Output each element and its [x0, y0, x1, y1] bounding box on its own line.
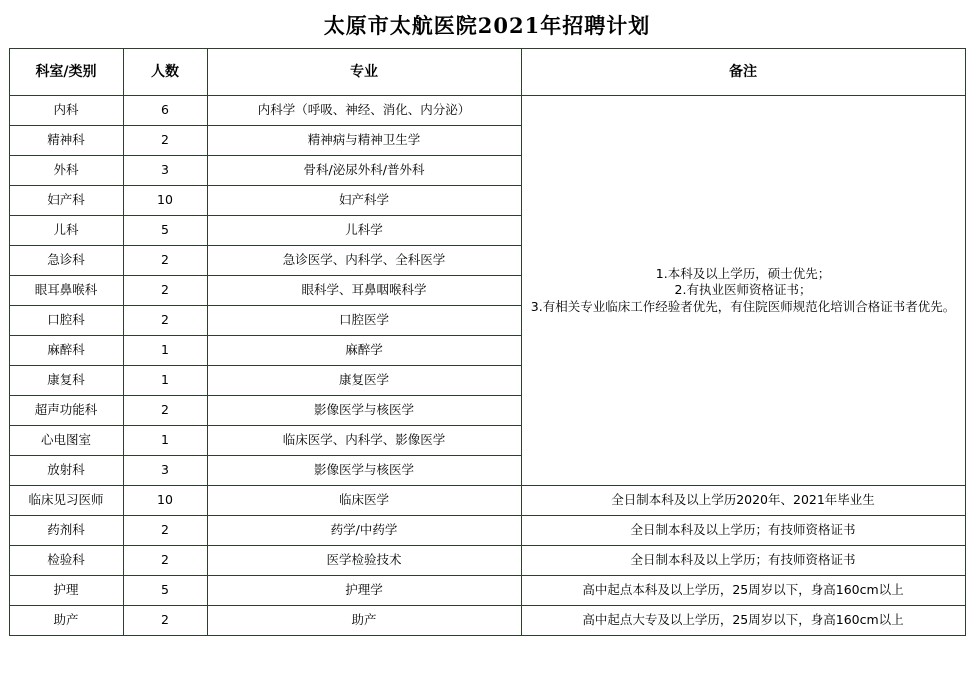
cell-major: 康复医学 — [207, 366, 521, 396]
cell-count: 2 — [123, 306, 207, 336]
cell-remark: 全日制本科及以上学历；有技师资格证书 — [521, 516, 965, 546]
cell-department: 心电图室 — [9, 426, 123, 456]
cell-department: 麻醉科 — [9, 336, 123, 366]
remark-line: 3.有相关专业临床工作经验者优先，有住院医师规范化培训合格证书者优先。 — [530, 298, 956, 314]
cell-count: 2 — [123, 246, 207, 276]
cell-major: 妇产科学 — [207, 186, 521, 216]
cell-major: 内科学（呼吸、神经、消化、内分泌） — [207, 96, 521, 126]
cell-major: 急诊医学、内科学、全科医学 — [207, 246, 521, 276]
table-row — [9, 606, 965, 636]
cell-major: 骨科/泌尿外科/普外科 — [207, 156, 521, 186]
cell-count: 2 — [123, 606, 207, 636]
cell-remark: 高中起点本科及以上学历，25周岁以下，身高160cm以上 — [521, 576, 965, 606]
cell-department: 急诊科 — [9, 246, 123, 276]
cell-major: 口腔医学 — [207, 306, 521, 336]
cell-remark: 全日制本科及以上学历；有技师资格证书 — [521, 546, 965, 576]
cell-major: 影像医学与核医学 — [207, 396, 521, 426]
table-row — [9, 486, 965, 516]
cell-count: 2 — [123, 276, 207, 306]
remark-line: 1.本科及以上学历，硕士优先； — [655, 266, 831, 282]
remark-line: 2.有执业医师资格证书； — [674, 282, 812, 298]
cell-department: 药剂科 — [9, 516, 123, 546]
cell-remark-merged — [521, 96, 965, 486]
cell-count: 2 — [123, 126, 207, 156]
cell-department: 放射科 — [9, 456, 123, 486]
column-header-major: 专业 — [207, 49, 521, 96]
cell-count: 1 — [123, 426, 207, 456]
cell-department: 口腔科 — [9, 306, 123, 336]
cell-major: 眼科学、耳鼻咽喉科学 — [207, 276, 521, 306]
cell-major: 临床医学 — [207, 486, 521, 516]
cell-department: 精神科 — [9, 126, 123, 156]
cell-count: 10 — [123, 486, 207, 516]
cell-department: 助产 — [9, 606, 123, 636]
cell-department: 护理 — [9, 576, 123, 606]
recruitment-plan-table — [9, 48, 966, 636]
cell-major: 影像医学与核医学 — [207, 456, 521, 486]
cell-remark: 高中起点大专及以上学历，25周岁以下，身高160cm以上 — [521, 606, 965, 636]
cell-count: 2 — [123, 516, 207, 546]
cell-department: 外科 — [9, 156, 123, 186]
cell-count: 2 — [123, 396, 207, 426]
cell-department: 内科 — [9, 96, 123, 126]
cell-major: 助产 — [207, 606, 521, 636]
cell-count: 1 — [123, 336, 207, 366]
table-row — [9, 546, 965, 576]
cell-department: 康复科 — [9, 366, 123, 396]
column-header-remark: 备注 — [521, 49, 965, 96]
cell-department: 妇产科 — [9, 186, 123, 216]
table-row — [9, 516, 965, 546]
table-row — [9, 576, 965, 606]
cell-department: 眼耳鼻喉科 — [9, 276, 123, 306]
cell-count: 1 — [123, 366, 207, 396]
cell-major: 麻醉学 — [207, 336, 521, 366]
cell-department: 超声功能科 — [9, 396, 123, 426]
cell-department: 检验科 — [9, 546, 123, 576]
cell-count: 10 — [123, 186, 207, 216]
cell-count: 3 — [123, 156, 207, 186]
cell-count: 5 — [123, 576, 207, 606]
cell-count: 3 — [123, 456, 207, 486]
table-row — [9, 96, 965, 126]
cell-department: 临床见习医师 — [9, 486, 123, 516]
cell-major: 儿科学 — [207, 216, 521, 246]
column-header-count: 人数 — [123, 49, 207, 96]
cell-major: 药学/中药学 — [207, 516, 521, 546]
cell-count: 2 — [123, 546, 207, 576]
cell-count: 6 — [123, 96, 207, 126]
page-title: 太原市太航医院2021年招聘计划 — [323, 13, 651, 38]
cell-major: 护理学 — [207, 576, 521, 606]
cell-major: 临床医学、内科学、影像医学 — [207, 426, 521, 456]
cell-count: 5 — [123, 216, 207, 246]
cell-department: 儿科 — [9, 216, 123, 246]
cell-major: 医学检验技术 — [207, 546, 521, 576]
column-header-department: 科室/类别 — [9, 49, 123, 96]
cell-remark: 全日制本科及以上学历2020年、2021年毕业生 — [521, 486, 965, 516]
table-header-row — [9, 49, 965, 96]
cell-major: 精神病与精神卫生学 — [207, 126, 521, 156]
